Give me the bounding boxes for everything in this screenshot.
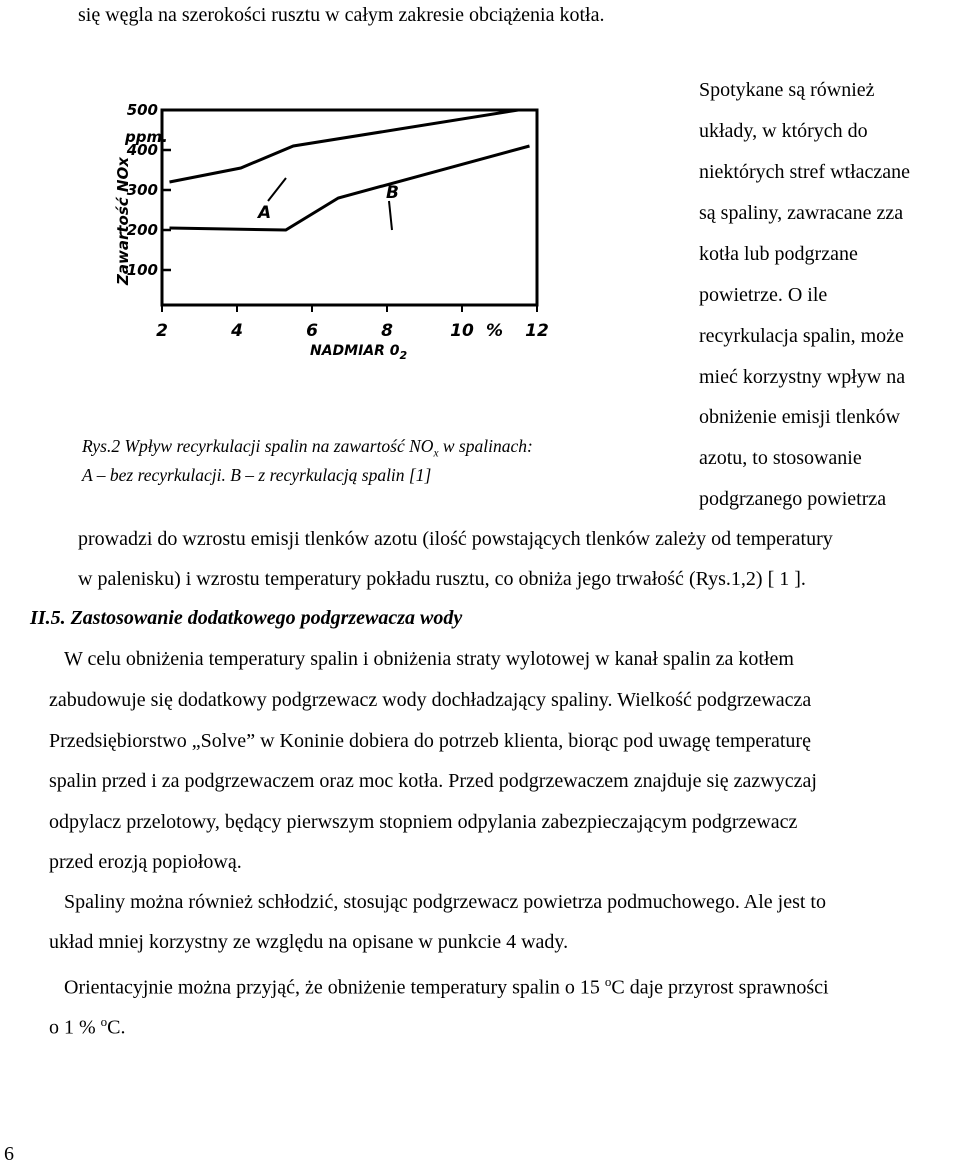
right-line: powietrze. O ile	[699, 284, 828, 306]
paragraph-line: układ mniej korzystny ze względu na opisane w punkcie 4 wady.	[49, 931, 569, 953]
nox-chart	[110, 100, 560, 370]
paragraph-line: odpylacz przelotowy, będący pierwszym stopniem odpylania zabezpieczającym podgrzewacz	[49, 811, 798, 833]
caption-line-2: A – bez recyrkulacji. B – z recyrkulacją spalin [1]	[82, 464, 432, 485]
right-line: kotła lub podgrzane	[699, 243, 858, 265]
paragraph-line: W celu obniżenia temperatury spalin i obniżenia straty wylotowej w kanał spalin za kotłem	[64, 648, 794, 670]
series-pointer-label-b: B	[386, 183, 399, 203]
x-axis-label: NADMIAR $0_2$	[310, 343, 408, 362]
x-tick-label: 8	[381, 321, 393, 341]
right-line: obniżenie emisji tlenków	[699, 406, 901, 428]
section-heading: II.5. Zastosowanie dodatkowego podgrzewacza wody	[30, 607, 463, 629]
right-line: Spotykane są również	[699, 79, 875, 101]
paragraph-line: zabudowuje się dodatkowy podgrzewacz wody dochładzający spaliny. Wielkość podgrzewacza	[49, 689, 812, 711]
right-line: układy, w których do	[699, 120, 868, 142]
x-tick-label: 12	[525, 321, 549, 341]
pointer-line-b	[389, 201, 392, 230]
x-tick-label: 10	[450, 321, 474, 341]
x-unit-label: %	[486, 321, 504, 341]
paragraph-line: spalin przed i za podgrzewaczem oraz moc kotła. Przed podgrzewaczem znajduje się zazwyczaj	[49, 770, 817, 792]
x-tick-label: 6	[306, 321, 318, 341]
y-tick-label: 100	[126, 261, 158, 279]
paragraph-line: Spaliny można również schłodzić, stosując podgrzewacz powietrza podmuchowego. Ale jest to	[64, 891, 826, 913]
chart-frame	[162, 110, 537, 305]
y-tick-label: 300	[126, 181, 158, 199]
series-pointer-label-a: A	[258, 203, 272, 223]
y-axis-label: Zawartość NOx	[114, 157, 132, 285]
pointer-line-a	[268, 178, 286, 201]
page-number: 6	[4, 1143, 14, 1165]
top-text-line: się węgla na szerokości rusztu w całym zakresie obciążenia kotła.	[78, 4, 605, 26]
paragraph-line: Przedsiębiorstwo „Solve” w Koninie dobiera do potrzeb klienta, biorąc pod uwagę temperaturę	[49, 730, 811, 752]
y-tick-label: 200	[126, 221, 158, 239]
body-line: prowadzi do wzrostu emisji tlenków azotu (ilość powstających tlenków zależy od temperatury	[78, 528, 833, 550]
right-line: niektórych stref wtłaczane	[699, 161, 911, 183]
caption-line-1: Rys.2 Wpływ recyrkulacji spalin na zawartość $NO_x$ w spalinach:	[82, 436, 533, 460]
series-group	[170, 110, 530, 230]
y-tick-label: 500	[126, 101, 158, 119]
y-tick-label: 400	[126, 141, 158, 159]
series-line-b	[170, 146, 530, 230]
right-line: recyrkulacja spalin, może	[699, 325, 904, 347]
body-line: w palenisku) i wzrostu temperatury pokładu rusztu, co obniża jego trwałość (Rys.1,2) [ 1 ].	[78, 568, 806, 590]
paragraph-line: Orientacyjnie można przyjąć, że obniżenie temperatury spalin o 15 $^o$C daje przyrost sprawności	[64, 974, 829, 999]
series-line-a	[170, 110, 519, 182]
y-unit-label: ppm.	[125, 128, 168, 146]
figure-caption	[82, 436, 533, 486]
right-line: podgrzanego powietrza	[699, 488, 887, 510]
right-line: azotu, to stosowanie	[699, 447, 862, 469]
right-line: są spaliny, zawracane zza	[699, 202, 904, 224]
x-tick-label: 4	[231, 321, 243, 341]
x-tick-label: 2	[156, 321, 168, 341]
paragraph-line: przed erozją popiołową.	[49, 851, 242, 873]
paragraph-line: o 1 % $^o$C.	[49, 1014, 126, 1039]
right-line: mieć korzystny wpływ na	[699, 366, 906, 388]
